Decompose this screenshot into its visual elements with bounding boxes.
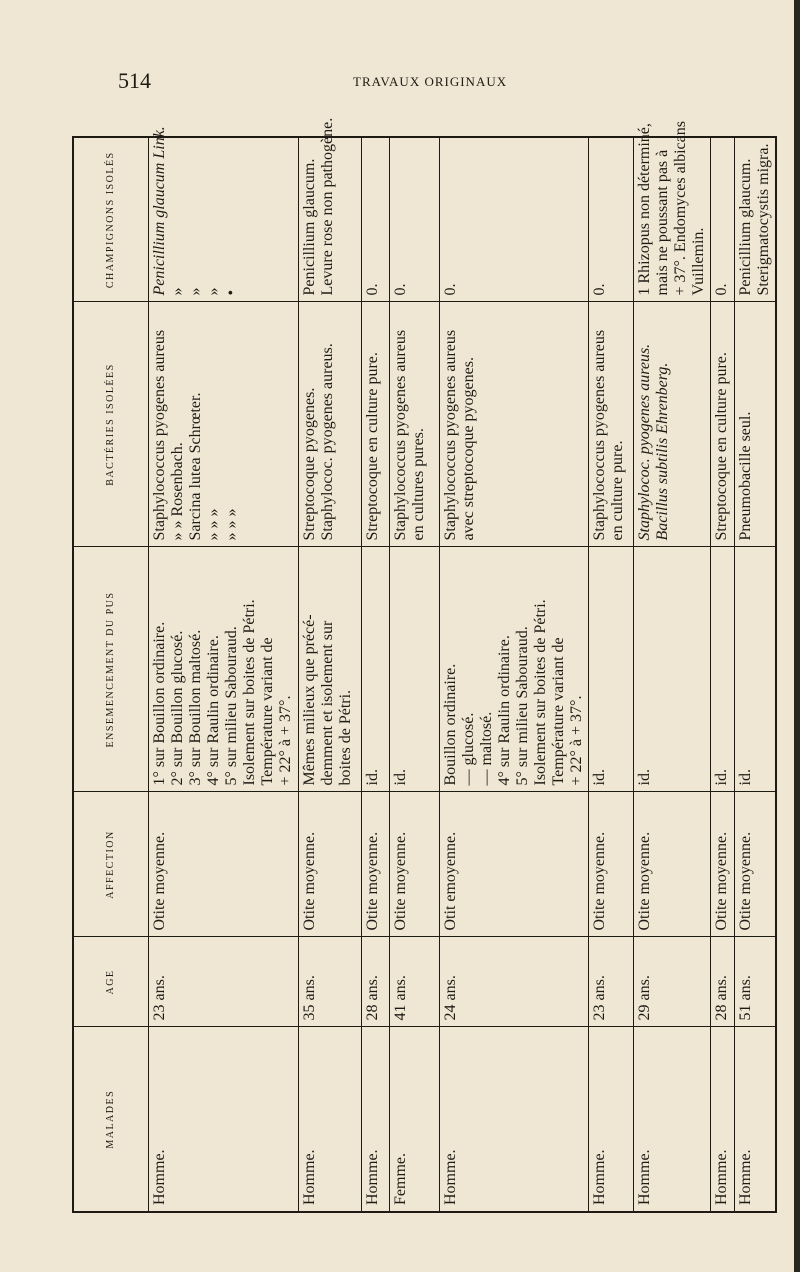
cell-line: 5° sur milieu Sabouraud. [513,626,531,786]
cell-line: » » » [223,508,240,541]
table-row [361,137,389,1212]
table-row [149,137,299,1212]
results-table [72,117,777,1213]
affection-cell [633,792,710,937]
cell-line: Staphylococcus pyogenes aureus [151,329,168,541]
cell-text: 23 ans. [151,975,168,1021]
cell-line: 0. [441,283,459,296]
affection-cell [589,792,633,937]
affection-cell [149,792,299,937]
cell-line: » [169,287,186,296]
cell-line: id. [736,769,754,786]
age-cell [710,937,734,1027]
cell-line: + 37°. Endomyces albicans [671,121,689,296]
bacteries-cell [149,302,299,547]
cell-text: Femme. [391,1153,409,1205]
affection-cell [361,792,389,937]
column-header: ENSEMENCEMENT DU PUS [73,547,149,792]
cell-text: Homme. [591,1149,609,1205]
ensemencement-cell [361,547,389,792]
column-header: CHAMPIGNONS ISOLÉS [73,137,149,302]
table-row [389,137,439,1212]
cell-line: Penicillium glaucum. [736,158,754,296]
cell-line: avec streptocoque pyogenes. [459,357,477,541]
cell-text: Homme. [363,1149,381,1205]
cell-line: 4° sur Raulin ordinaire. [205,635,222,786]
cell-line: Température variant de [259,637,276,786]
malade-cell [389,1027,439,1212]
cell-text: Otite moyenne. [736,831,754,931]
ensemencement-cell [710,547,734,792]
cell-text: Otite moyenne. [712,831,730,931]
age-cell [734,937,776,1027]
ensemencement-cell [439,547,588,792]
cell-text: 35 ans. [301,975,319,1021]
age-cell [633,937,710,1027]
page-header [0,66,800,96]
malade-cell [710,1027,734,1212]
cell-line: 0. [363,283,381,296]
cell-text: Homme. [151,1149,168,1205]
champignons-cell [299,117,361,302]
page-edge-shadow [794,0,800,1272]
cell-line: id. [363,769,381,786]
page-number: 514 [118,68,151,93]
cell-line: Streptocoque en culture pure. [363,352,381,541]
cell-line: Levure rose non pathogène. [319,117,337,296]
bacteries-cell [710,302,734,547]
ensemencement-cell [633,547,710,792]
cell-text: Homme. [441,1149,459,1205]
champignons-cell [710,137,734,302]
malade-cell [589,1027,633,1212]
table-row [710,137,734,1212]
cell-line: 0. [712,283,730,296]
cell-text: 24 ans. [441,975,459,1021]
cell-line: demment et isolement sur [319,620,337,786]
table-body [149,117,777,1212]
cell-text: 41 ans. [391,975,409,1021]
cell-line: » » Rosenbach. [169,442,186,541]
cell-line: 1° sur Bouillon ordinaire. [151,621,168,786]
rotated-table-frame [72,117,777,1213]
cell-line: Penicillium glaucum. [301,158,319,296]
champignons-cell [589,137,633,302]
running-title: TRAVAUX ORIGINAUX [353,74,508,89]
cell-text: Otite moyenne. [151,831,168,931]
cell-text: Otite moyenne. [363,831,381,931]
cell-line: 0. [391,283,409,296]
cell-line: id. [712,769,730,786]
cell-text: 28 ans. [363,975,381,1021]
table-row [589,137,633,1212]
malade-cell [633,1027,710,1212]
bacteries-cell [299,302,361,547]
ensemencement-cell [389,547,439,792]
malade-cell [361,1027,389,1212]
cell-line: id. [635,769,653,786]
cell-line: Température variant de [549,637,567,786]
cell-line: Streptocoque pyogenes. [301,387,319,541]
cell-text: Homme. [712,1149,730,1205]
cell-line: » [205,287,222,296]
cell-line: • [223,289,240,296]
cell-line: Vuillemin. [689,227,707,296]
cell-text: Otit emoyenne. [441,831,459,931]
cell-line: » [187,287,204,296]
cell-line: 1 Rhizopus non déterminé, [635,123,653,296]
age-cell [299,937,361,1027]
cell-line: 5° sur milieu Sabouraud. [223,626,240,786]
table-row [299,137,361,1212]
ensemencement-cell [149,547,299,792]
cell-line: » » » [205,508,222,541]
table-row [439,137,588,1212]
champignons-cell [389,137,439,302]
cell-line: boites de Pétri. [337,689,355,786]
champignons-cell [439,137,588,302]
cell-line: Staphylococ. pyogenes aureus. [319,343,337,541]
cell-line: 0. [591,283,609,296]
cell-line: Bacillus subtilis Ehrenberg. [653,362,671,541]
column-header: MALADES [73,1027,149,1212]
ensemencement-cell [734,547,776,792]
cell-line: Staphylococ. pyogenes aureus. [635,343,653,541]
table-row [633,137,710,1212]
cell-line: Streptocoque en culture pure. [712,352,730,541]
cell-line: — maltosé. [477,711,495,786]
ensemencement-cell [589,547,633,792]
malade-cell [149,1027,299,1212]
bacteries-cell [361,302,389,547]
cell-line: en cultures pures. [409,428,427,541]
cell-line: Sterigmatocystis migra. [754,143,772,296]
cell-line: Penicillium glaucum Link. [151,126,168,296]
malade-cell [299,1027,361,1212]
bacteries-cell [389,302,439,547]
column-header: BACTÉRIES ISOLÉES [73,302,149,547]
cell-line: Staphylococcus pyogenes aureus [391,329,409,541]
table-header-row [73,137,149,1212]
table-row [734,137,776,1212]
column-header: AGE [73,937,149,1027]
cell-line: Isolement sur boites de Pétri. [241,599,258,786]
column-header: AFFECTION [73,792,149,937]
cell-text: Otite moyenne. [591,831,609,931]
cell-line: Mêmes milieux que précé- [301,614,319,786]
champignons-cell [734,137,776,302]
cell-line: mais ne poussant pas à [653,149,671,296]
cell-text: Homme. [635,1149,653,1205]
affection-cell [389,792,439,937]
champignons-cell [361,137,389,302]
affection-cell [439,792,588,937]
cell-line: Pneumobacille seul. [736,411,754,541]
cell-text: Otite moyenne. [301,831,319,931]
age-cell [361,937,389,1027]
age-cell [389,937,439,1027]
ensemencement-cell [299,547,361,792]
cell-line: 2° sur Bouillon glucosé. [169,630,186,786]
bacteries-cell [589,302,633,547]
cell-line: Sarcina lutea Schrœter. [187,392,204,541]
cell-line: + 22° à + 37°. [567,695,585,786]
cell-line: — glucosé. [459,712,477,786]
cell-line: 3° sur Bouillon maltosé. [187,629,204,786]
malade-cell [734,1027,776,1212]
cell-line: Isolement sur boites de Pétri. [531,599,549,786]
champignons-cell [633,121,710,302]
cell-line: id. [391,769,409,786]
cell-text: Homme. [736,1149,754,1205]
malade-cell [439,1027,588,1212]
cell-line: + 22° à + 37°. [277,695,294,786]
affection-cell [734,792,776,937]
cell-line: Bouillon ordinaire. [441,663,459,786]
age-cell [439,937,588,1027]
age-cell [149,937,299,1027]
cell-line: id. [591,769,609,786]
cell-text: Otite moyenne. [635,831,653,931]
champignons-cell [149,126,299,302]
cell-line: Staphylococcus pyogenes aureus [591,329,609,541]
age-cell [589,937,633,1027]
cell-text: Otite moyenne. [391,831,409,931]
cell-text: Homme. [301,1149,319,1205]
affection-cell [710,792,734,937]
bacteries-cell [633,302,710,547]
cell-text: 23 ans. [591,975,609,1021]
cell-line: en culture pure. [609,440,627,541]
bacteries-cell [439,302,588,547]
cell-line: Staphylococcus pyogenes aureus [441,329,459,541]
bacteries-cell [734,302,776,547]
cell-line: 4° sur Raulin ordinaire. [495,635,513,786]
cell-text: 29 ans. [635,975,653,1021]
cell-text: 28 ans. [712,975,730,1021]
cell-text: 51 ans. [736,975,754,1021]
affection-cell [299,792,361,937]
